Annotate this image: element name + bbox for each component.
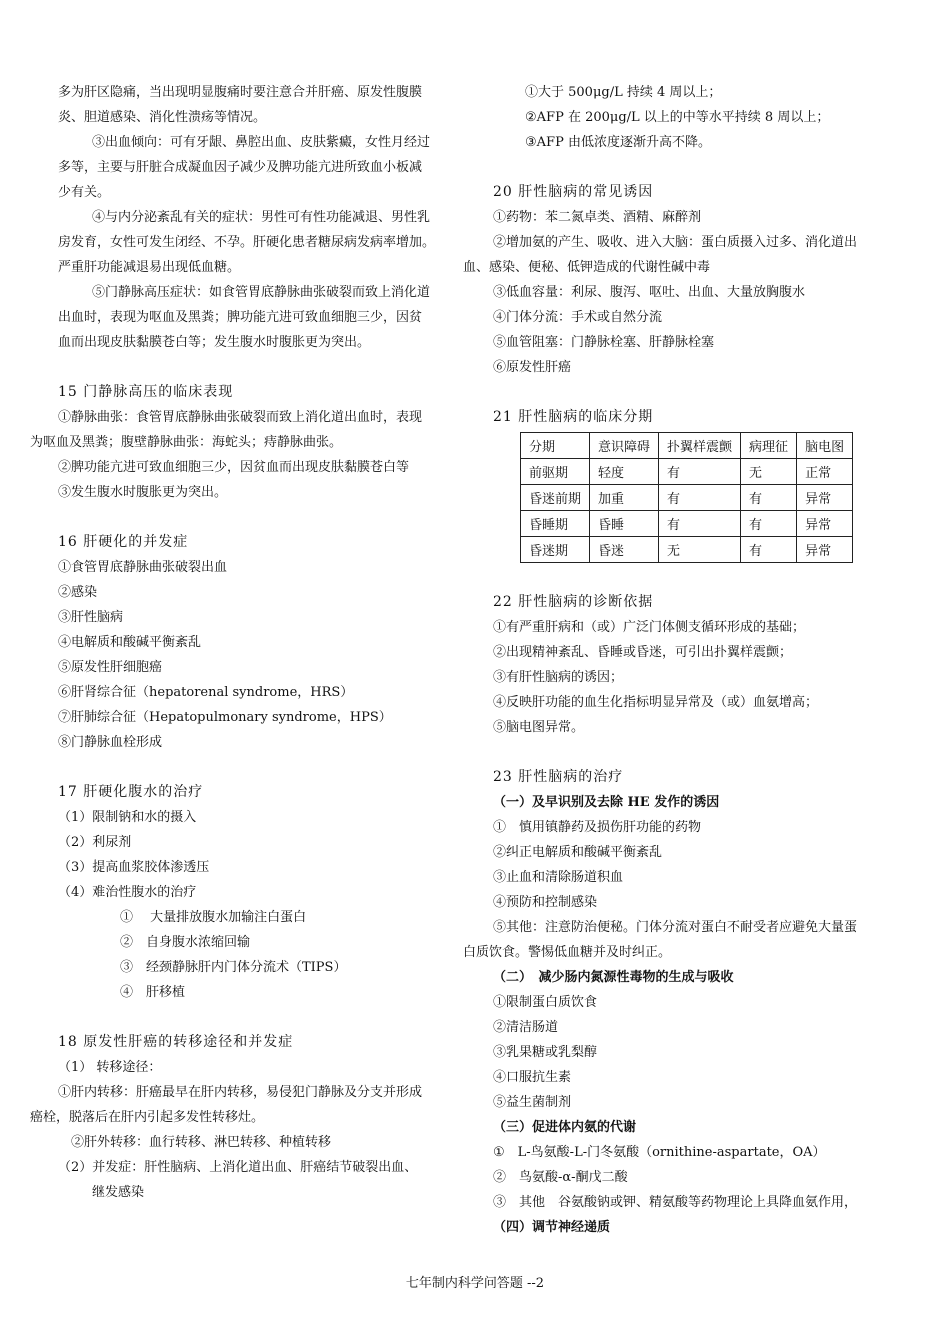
spacer [463,565,918,590]
text-line: ①限制蛋白质饮食 [493,995,598,1010]
text-line: ②增加氨的产生、吸收、进入大脑：蛋白质摄入过多、消化道出 [493,235,858,250]
text-line: ④预防和控制感染 [493,895,598,910]
text-line: （1） 转移途径： [58,1060,162,1075]
section-heading: 16 肝硬化的并发症 [58,534,189,550]
page-footer: 七年制内科学问答题 --2 [405,1276,545,1291]
section-heading: 20 肝性脑病的常见诱因 [493,184,654,200]
right-top-block [463,80,918,430]
spacer [463,380,918,405]
text-line: ⑥肝肾综合征（hepatorenal syndrome，HRS） [58,685,354,700]
text-line: 血、感染、便秘、低钾造成的代谢性碱中毒 [463,260,711,275]
text-line: ③有肝性脑病的诱因； [493,670,624,685]
text-line: ②出现精神紊乱、昏睡或昏迷，可引出扑翼样震颤； [493,645,793,660]
text-line: ③AFP 由低浓度逐渐升高不降。 [525,135,711,150]
text-line: （3）提高血浆胶体渗透压 [58,860,210,875]
table-header-cell: 分期 [521,433,590,459]
table-cell: 无 [659,537,741,563]
text-line: （4）难治性腹水的治疗 [58,885,197,900]
text-line: ⑤门静脉高压症状：如食管胃底静脉曲张破裂而致上消化道 [92,285,431,300]
text-line: （2）并发症：肝性脑病、上消化道出血、肝癌结节破裂出血、 [58,1160,418,1175]
section-heading: 22 肝性脑病的诊断依据 [493,594,654,610]
spacer [30,505,470,530]
text-line: 多为肝区隐痛，当出现明显腹痛时要注意合并肝癌、原发性腹膜 [58,85,423,100]
text-line: ①食管胃底静脉曲张破裂出血 [58,560,228,575]
text-line: 癌栓，脱落后在肝内引起多发性转移灶。 [30,1110,265,1125]
text-line: ①肝内转移：肝癌最早在肝内转移，易侵犯门静脉及分支并形成 [58,1085,423,1100]
right-bottom-block [463,565,918,1240]
text-line: ① 大量排放腹水加输注白蛋白 [120,910,307,925]
table-cell: 异常 [797,485,853,511]
table-cell: 无 [741,459,797,485]
table-cell: 异常 [797,537,853,563]
text-line: ⑤益生菌制剂 [493,1095,572,1110]
table-cell: 有 [659,459,741,485]
table-row [521,459,853,485]
text-line: 白质饮食。警惕低血糖并及时纠正。 [463,945,672,960]
table-row [521,537,853,563]
text-line: ⑥原发性肝癌 [493,360,572,375]
subsection-heading: （三）促进体内氨的代谢 [493,1120,637,1135]
text-line: ①有严重肝病和（或）广泛门体侧支循环形成的基础； [493,620,806,635]
table-cell: 昏睡 [590,511,659,537]
table-header-cell: 病理征 [741,433,797,459]
text-line: 房发育，女性可发生闭经、不孕。肝硬化患者糖尿病发病率增加。 [58,235,436,250]
text-line: ⑦肝肺综合征（Hepatopulmonary syndrome，HPS） [58,710,392,725]
text-line: ① L-鸟氨酸-L-门冬氨酸（ornithine-aspartate，OA） [493,1145,826,1160]
table-header-cell: 扑翼样震颤 [659,433,741,459]
hepatic-encephalopathy-stage-table [520,432,853,563]
table-cell: 有 [659,511,741,537]
table-header-cell: 脑电图 [797,433,853,459]
text-line: ①大于 500μg/L 持续 4 周以上； [525,85,722,100]
text-line: ②肝外转移：血行转移、淋巴转移、种植转移 [58,1135,332,1150]
text-line: 为呕血及黑粪；腹壁静脉曲张：海蛇头；痔静脉曲张。 [30,435,343,450]
right-column [463,80,918,1240]
text-line: ⑤原发性肝细胞癌 [58,660,163,675]
spacer [30,755,470,780]
text-line: ① 慎用镇静药及损伤肝功能的药物 [493,820,702,835]
text-line: 多等，主要与肝脏合成凝血因子减少及脾功能亢进所致血小板减 [58,160,423,175]
table-cell: 昏迷前期 [521,485,590,511]
text-line: ④反映肝功能的血生化指标明显异常及（或）血氨增高； [493,695,819,710]
spacer [463,740,918,765]
spacer [30,355,470,380]
text-line: ②纠正电解质和酸碱平衡紊乱 [493,845,663,860]
table-cell: 有 [741,537,797,563]
table-cell: 昏迷期 [521,537,590,563]
text-line: 炎、胆道感染、消化性溃疡等情况。 [58,110,267,125]
text-line: （1）限制钠和水的摄入 [58,810,197,825]
text-line: ③肝性脑病 [58,610,124,625]
table-row [521,485,853,511]
section-heading: 18 原发性肝癌的转移途径和并发症 [58,1034,294,1050]
text-line: ①静脉曲张：食管胃底静脉曲张破裂而致上消化道出血时，表现 [58,410,423,425]
table-cell: 加重 [590,485,659,511]
table-cell: 正常 [797,459,853,485]
table-cell: 昏迷 [590,537,659,563]
text-line: ②感染 [58,585,98,600]
table-cell: 有 [659,485,741,511]
stage-table-header-row [521,433,853,459]
text-line: ④与内分泌紊乱有关的症状：男性可有性功能减退、男性乳 [92,210,431,225]
table-cell: 异常 [797,511,853,537]
text-line: ④口服抗生素 [493,1070,572,1085]
text-line: ④门体分流：手术或自然分流 [493,310,663,325]
table-cell: 有 [741,485,797,511]
subsection-heading: （二） 减少肠内氮源性毒物的生成与吸收 [493,970,734,985]
table-cell: 轻度 [590,459,659,485]
text-line: ② 自身腹水浓缩回输 [120,935,251,950]
subsection-heading: （一）及早识别及去除 HE 发作的诱因 [493,795,720,810]
text-line: ④ 肝移植 [120,985,186,1000]
text-line: ⑧门静脉血栓形成 [58,735,163,750]
text-line: ③低血容量：利尿、腹泻、呕吐、出血、大量放胸腹水 [493,285,806,300]
subsection-heading: （四）调节神经递质 [493,1220,611,1235]
text-line: ①药物：苯二氮卓类、酒精、麻醉剂 [493,210,702,225]
table-header-cell: 意识障碍 [590,433,659,459]
text-line: ⑤血管阻塞：门静脉栓塞、肝静脉栓塞 [493,335,715,350]
table-cell: 前驱期 [521,459,590,485]
text-line: （2）利尿剂 [58,835,132,850]
text-line: ②AFP 在 200μg/L 以上的中等水平持续 8 周以上； [525,110,830,125]
text-line: 少有关。 [58,185,111,200]
section-heading: 21 肝性脑病的临床分期 [493,409,654,425]
text-line: ② 鸟氨酸-α-酮戊二酸 [493,1170,628,1185]
text-line: ③ 经颈静脉肝内门体分流术（TIPS） [120,960,347,975]
text-line: ③ 其他 谷氨酸钠或钾、精氨酸等药物理论上具降血氨作用， [493,1195,858,1210]
text-line: ⑤脑电图异常。 [493,720,585,735]
spacer [30,1005,470,1030]
text-line: ③发生腹水时腹胀更为突出。 [58,485,228,500]
text-line: ③止血和清除肠道积血 [493,870,624,885]
spacer [463,155,918,180]
text-line: 血而出现皮肤黏膜苍白等；发生腹水时腹胀更为突出。 [58,335,371,350]
text-line: 出血时，表现为呕血及黑粪；脾功能亢进可致血细胞三少，因贫 [58,310,423,325]
left-column [30,80,470,1205]
text-line: ⑤其他：注意防治便秘。门体分流对蛋白不耐受者应避免大量蛋 [493,920,858,935]
section-heading: 23 肝性脑病的治疗 [493,769,624,785]
text-line: ②脾功能亢进可致血细胞三少，因贫血而出现皮肤黏膜苍白等 [58,460,410,475]
text-line: ③出血倾向：可有牙龈、鼻腔出血、皮肤紫癜，女性月经过 [92,135,431,150]
text-line: ④电解质和酸碱平衡紊乱 [58,635,202,650]
table-cell: 昏睡期 [521,511,590,537]
table-row [521,511,853,537]
text-line: 严重肝功能减退易出现低血糖。 [58,260,241,275]
section-heading: 17 肝硬化腹水的治疗 [58,784,204,800]
table-cell: 有 [741,511,797,537]
text-line: ③乳果糖或乳梨醇 [493,1045,598,1060]
text-line: 继发感染 [92,1185,145,1200]
section-heading: 15 门静脉高压的临床表现 [58,384,234,400]
text-line: ②清洁肠道 [493,1020,559,1035]
